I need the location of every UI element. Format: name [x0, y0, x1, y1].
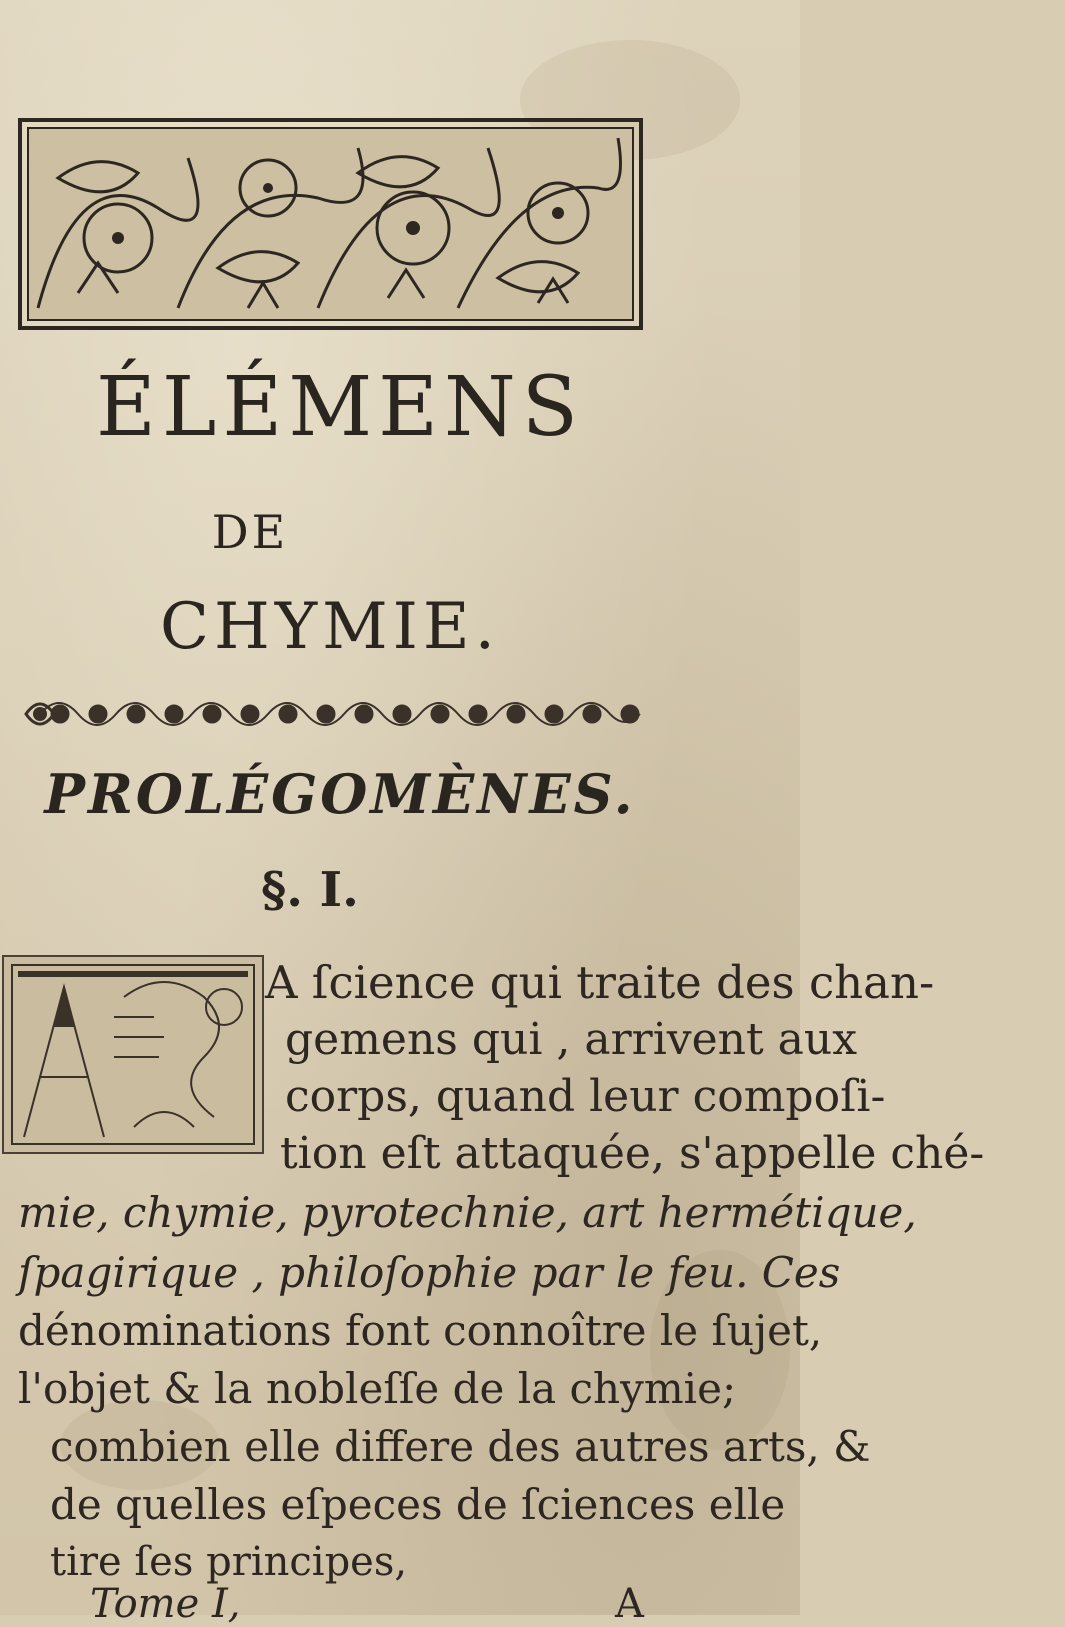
text-line-6: ſpagirique , philoſophie par le feu. Ces — [18, 1248, 841, 1297]
title-chymie: CHYMIE. — [160, 590, 500, 664]
volume-label: Tome I, — [90, 1581, 241, 1627]
text-line-3: corps, quand leur compoſi- — [285, 1071, 886, 1122]
text-line-1: A ſcience qui traite des chan- — [265, 956, 935, 1009]
text-line-5: mie, chymie, pyrotechnie, art hermétique, — [18, 1188, 917, 1237]
text-line-4: tion eſt attaquée, s'appelle ché- — [280, 1128, 985, 1179]
signature-mark: A — [615, 1581, 644, 1627]
title-de: DE — [211, 505, 289, 559]
text-line-2: gemens qui , arrivent aux — [285, 1014, 858, 1065]
text-line-7: dénominations font connoître le ſujet, — [18, 1306, 823, 1355]
fleuron-row-icon — [40, 690, 640, 738]
text-line-9: combien elle differe des autres arts, & — [50, 1422, 871, 1471]
text-line-8: l'objet & la nobleſſe de la chymie; — [18, 1364, 737, 1413]
section-heading: PROLÉGOMÈNES. — [44, 762, 636, 826]
floral-headpiece-icon — [18, 118, 643, 330]
text-line-11: tire ſes principes, — [50, 1539, 408, 1585]
title-elemens: ÉLÉMENS — [96, 360, 584, 455]
paragraph-number: §. I. — [261, 862, 359, 918]
text-line-10: de quelles eſpeces de ſciences elle — [50, 1480, 786, 1529]
engraved-initial-icon — [2, 955, 264, 1154]
